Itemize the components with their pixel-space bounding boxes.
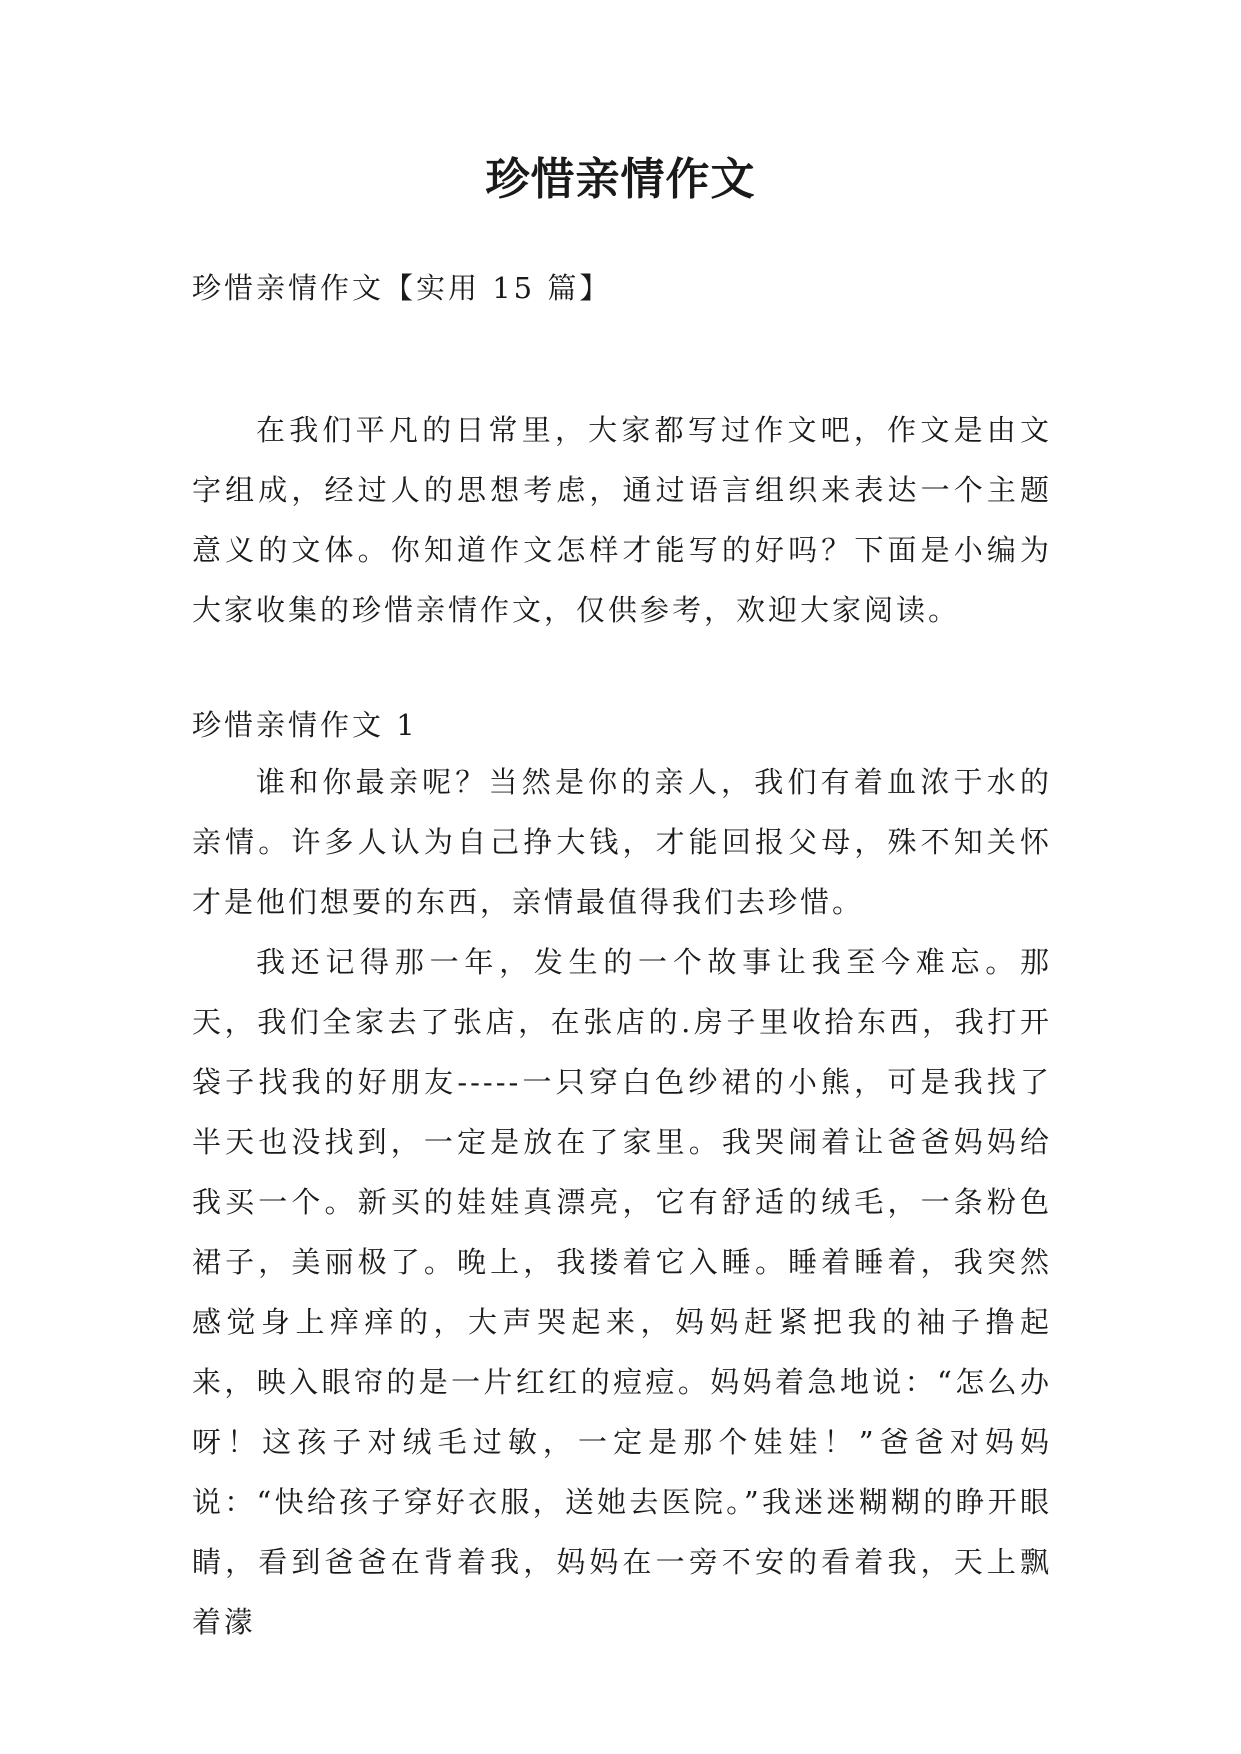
intro-paragraph: 在我们平凡的日常里，大家都写过作文吧，作文是由文字组成，经过人的思想考虑，通过语言组织来表达一个主题意义的文体。你知道作文怎样才能写的好吗？下面是小编为大家收集的珍惜亲情作文，仅供参考，欢迎大家阅读。 <box>192 413 1052 627</box>
document-subtitle: 珍惜亲情作文【实用 15 篇】 <box>192 271 612 305</box>
section-body <box>192 752 1052 1652</box>
section-heading: 珍惜亲情作文 1 <box>192 708 418 742</box>
document-title: 珍惜亲情作文 <box>485 154 756 205</box>
section-paragraph: 谁和你最亲呢？当然是你的亲人，我们有着血浓于水的亲情。许多人认为自己挣大钱，才能回报父母，殊不知关怀才是他们想要的东西，亲情最值得我们去珍惜。 <box>192 765 1052 919</box>
section-paragraph: 我还记得那一年，发生的一个故事让我至今难忘。那天，我们全家去了张店，在张店的.房子里收拾东西，我打开袋子找我的好朋友-----一只穿白色纱裙的小熊，可是我找了半天也没找到，一定是放在了家里。我哭闹着让爸爸妈妈给我买一个。新买的娃娃真漂亮，它有舒适的绒毛，一条粉色裙子，美丽极了。晚上，我搂着它入睡。睡着睡着，我突然感觉身上痒痒的，大声哭起来，妈妈赶紧把我的袖子撸起来，映入眼帘的是一片红红的痘痘。妈妈着急地说：“怎么办呀！这孩子对绒毛过敏，一定是那个娃娃！”爸爸对妈妈说：“快给孩子穿好衣服，送她去医院。”我迷迷糊糊的睁开眼睛，看到爸爸在背着我，妈妈在一旁不安的看着我，天上飘着濛 <box>192 945 1052 1639</box>
